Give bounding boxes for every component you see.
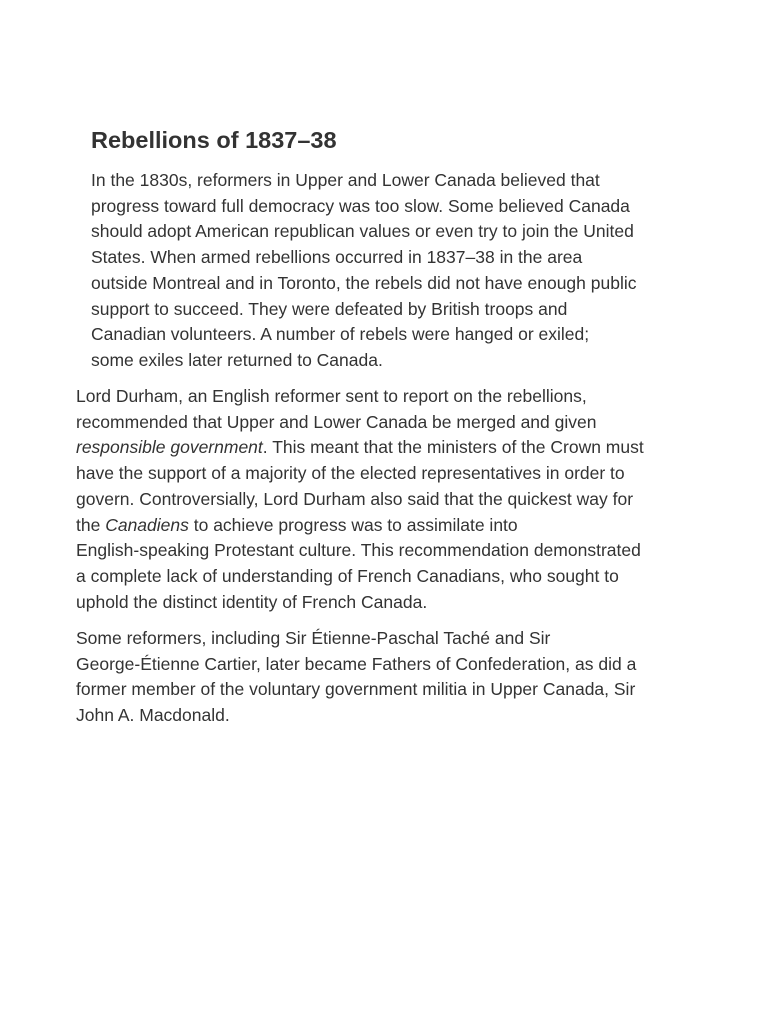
- section-title: Rebellions of 1837–38: [91, 127, 337, 153]
- text-line: Canadian volunteers. A number of rebels were hanged or exiled;: [91, 324, 590, 345]
- text-line: States. When armed rebellions occurred in 1837–38 in the area: [91, 247, 583, 268]
- text-line: govern. Controversially, Lord Durham also said that the quickest way for: [76, 488, 634, 509]
- text-line: support to succeed. They were defeated by British troops and: [91, 298, 568, 319]
- text-line: have the support of a majority of the elected representatives in order to: [76, 463, 625, 484]
- text-line: uphold the distinct identity of French Canada.: [76, 591, 428, 612]
- italic-term: Canadiens: [105, 514, 189, 535]
- text-line: recommended that Upper and Lower Canada be merged and given: [76, 411, 597, 432]
- text-line: [76, 435, 696, 461]
- text-line: a complete lack of understanding of French Canadians, who sought to: [76, 565, 619, 586]
- text-line: outside Montreal and in Toronto, the rebels did not have enough public: [91, 272, 637, 293]
- text-segment: the: [76, 514, 106, 535]
- paragraph-lord-durham: [76, 384, 696, 615]
- text-line: John A. Macdonald.: [76, 705, 230, 726]
- text-line: George-Étienne Cartier, later became Fathers of Confederation, as did a: [76, 653, 637, 674]
- text-line: progress toward full democracy was too slow. Some believed Canada: [91, 195, 630, 216]
- text-line: Lord Durham, an English reformer sent to report on the rebellions,: [76, 386, 587, 406]
- text-line: Some reformers, including Sir Étienne-Paschal Taché and Sir: [76, 628, 551, 648]
- text-line: some exiles later returned to Canada.: [91, 349, 383, 370]
- text-segment: . This meant that the ministers of the Crown must: [262, 437, 644, 458]
- text-line: [76, 513, 696, 539]
- text-line: should adopt American republican values or even try to join the United: [91, 221, 634, 242]
- italic-term: responsible government: [76, 437, 263, 458]
- text-line: In the 1830s, reformers in Upper and Lower Canada believed that: [91, 170, 600, 190]
- paragraph-rebellions: [91, 168, 691, 374]
- paragraph-fathers-of-confederation: [76, 626, 696, 729]
- text-line: former member of the voluntary government militia in Upper Canada, Sir: [76, 679, 636, 700]
- text-segment: to achieve progress was to assimilate into: [188, 514, 518, 535]
- text-line: English-speaking Protestant culture. This recommendation demonstrated: [76, 540, 641, 561]
